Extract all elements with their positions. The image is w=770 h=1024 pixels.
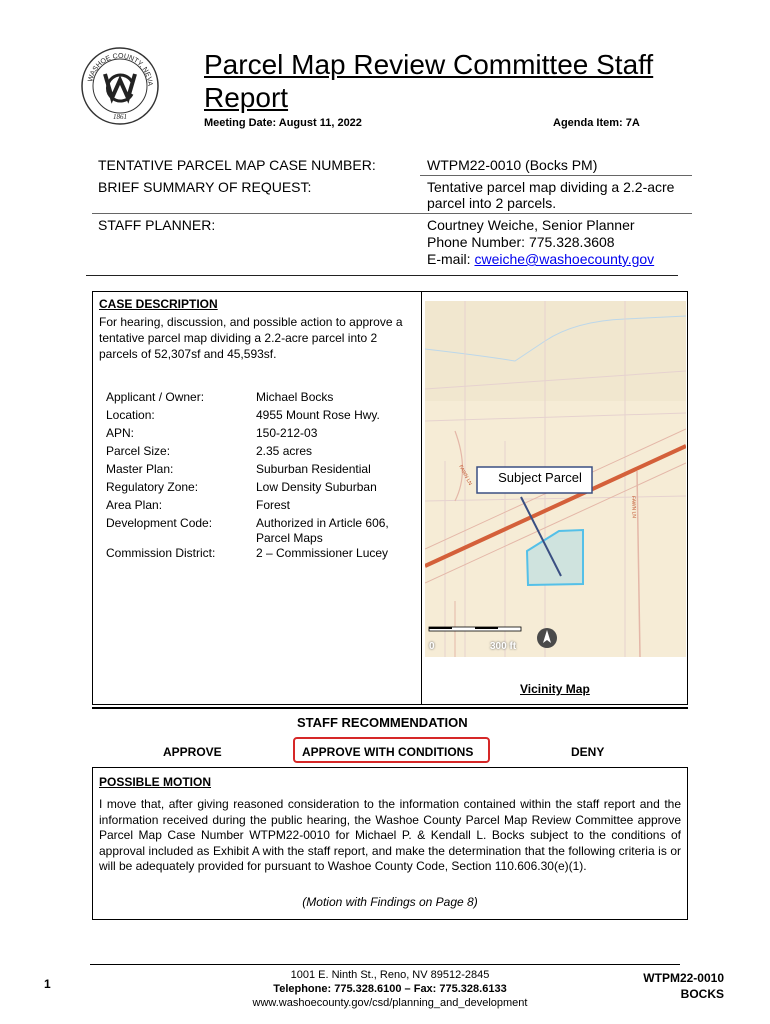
detail-label: APN: [106, 426, 135, 440]
detail-label: Parcel Size: [106, 444, 171, 458]
map-caption: Vicinity Map [520, 682, 590, 696]
detail-label: Regulatory Zone: [106, 480, 199, 494]
option-deny: DENY [571, 745, 605, 759]
detail-value: Suburban Residential [256, 462, 371, 476]
possible-motion-heading: POSSIBLE MOTION [99, 775, 212, 789]
road-label-fawn: FAWN LN [457, 464, 473, 487]
email-link[interactable]: cweiche@washoecounty.gov [474, 251, 655, 267]
detail-value: 2 – Commissioner Lucey [256, 546, 389, 560]
footer-divider [90, 964, 680, 965]
footer-address-block [200, 968, 580, 1010]
summary-label: BRIEF SUMMARY OF REQUEST: [98, 179, 312, 195]
footer-case-name: BOCKS [680, 987, 724, 1001]
case-description-heading: CASE DESCRIPTION [99, 297, 218, 311]
scale-end-label: 300 ft [490, 641, 517, 652]
divider [420, 175, 692, 176]
possible-motion-text: I move that, after giving reasoned consideration to the information contained within the staff report and the information received during the public hearing, the Washoe County Parcel Map Review Committee approve Parcel Map Case Number WTPM22-0010 for Michael P. & Kendall L. Bocks subject to the conditions of approval included as Exhibit A with the staff report, and make the determination that the following criteria is or will be adequately provided for pursuant to Washoe County Code, Section 110.606.30(e)(1). [99, 797, 681, 873]
road-label-fawn-2: FAWN LN [630, 495, 637, 519]
detail-value: 150-212-03 [256, 426, 318, 440]
page-title: Parcel Map Review Committee Staff Report [204, 49, 654, 113]
scale-start-label: 0 [429, 641, 435, 652]
footer-address: 1001 E. Ninth St., Reno, NV 89512-2845 [290, 969, 490, 981]
detail-label: Area Plan: [106, 498, 163, 512]
staff-planner-label: STAFF PLANNER: [98, 217, 216, 233]
summary-value: Tentative parcel map dividing a 2.2-acre parcel into 2 parcels. [427, 179, 675, 211]
footer-case-id: WTPM22-0010 [643, 971, 724, 985]
box-divider [421, 291, 422, 705]
staff-planner-name: Courtney Weiche, Senior Planner [427, 217, 635, 233]
motion-note: (Motion with Findings on Page 8) [302, 895, 478, 909]
footer-phone-fax: Telephone: 775.328.6100 – Fax: 775.328.6133 [273, 983, 507, 995]
case-description-text: For hearing, discussion, and possible action to approve a tentative parcel map dividing a 2.2-acre parcel into 2 parcels of 52,307sf and 45,593sf. [99, 315, 403, 361]
detail-label: Master Plan: [106, 462, 174, 476]
page-number: 1 [44, 977, 51, 991]
detail-label: Location: [106, 408, 155, 422]
agenda-item: Agenda Item: 7A [553, 117, 640, 129]
rec-divider [92, 707, 688, 709]
footer-website: www.washoecounty.gov/csd/planning_and_development [252, 997, 528, 1009]
detail-label: Commission District: [106, 546, 216, 560]
option-approve: APPROVE [163, 745, 222, 759]
detail-value: Authorized in Article 606, Parcel Maps [256, 516, 389, 545]
detail-value: 2.35 acres [256, 444, 313, 458]
detail-value: Low Density Suburban [256, 480, 377, 494]
detail-value: Forest [256, 498, 291, 512]
svg-text:WASHOE COUNTY, NEVADA: WASHOE COUNTY, NEVA [87, 52, 154, 87]
detail-value: Michael Bocks [256, 390, 334, 404]
email-prefix: E-mail: [427, 251, 475, 267]
staff-planner-phone: Phone Number: 775.328.3608 [427, 234, 615, 250]
case-number-value: WTPM22-0010 (Bocks PM) [427, 157, 598, 173]
divider [92, 213, 692, 214]
staff-planner-email-row [427, 251, 654, 267]
staff-recommendation-heading: STAFF RECOMMENDATION [297, 715, 468, 730]
county-seal [80, 46, 160, 126]
detail-label: Development Code: [106, 516, 213, 530]
footer-case-block [610, 970, 724, 1002]
subject-parcel-callout: Subject Parcel [498, 470, 582, 485]
detail-value: 4955 Mount Rose Hwy. [256, 408, 380, 422]
detail-label: Applicant / Owner: [106, 390, 205, 404]
svg-text:1861: 1861 [113, 113, 127, 121]
meeting-date: Meeting Date: August 11, 2022 [204, 117, 362, 129]
divider [86, 275, 678, 276]
option-approve-with-conditions: APPROVE WITH CONDITIONS [302, 745, 474, 759]
case-number-label: TENTATIVE PARCEL MAP CASE NUMBER: [98, 157, 376, 173]
